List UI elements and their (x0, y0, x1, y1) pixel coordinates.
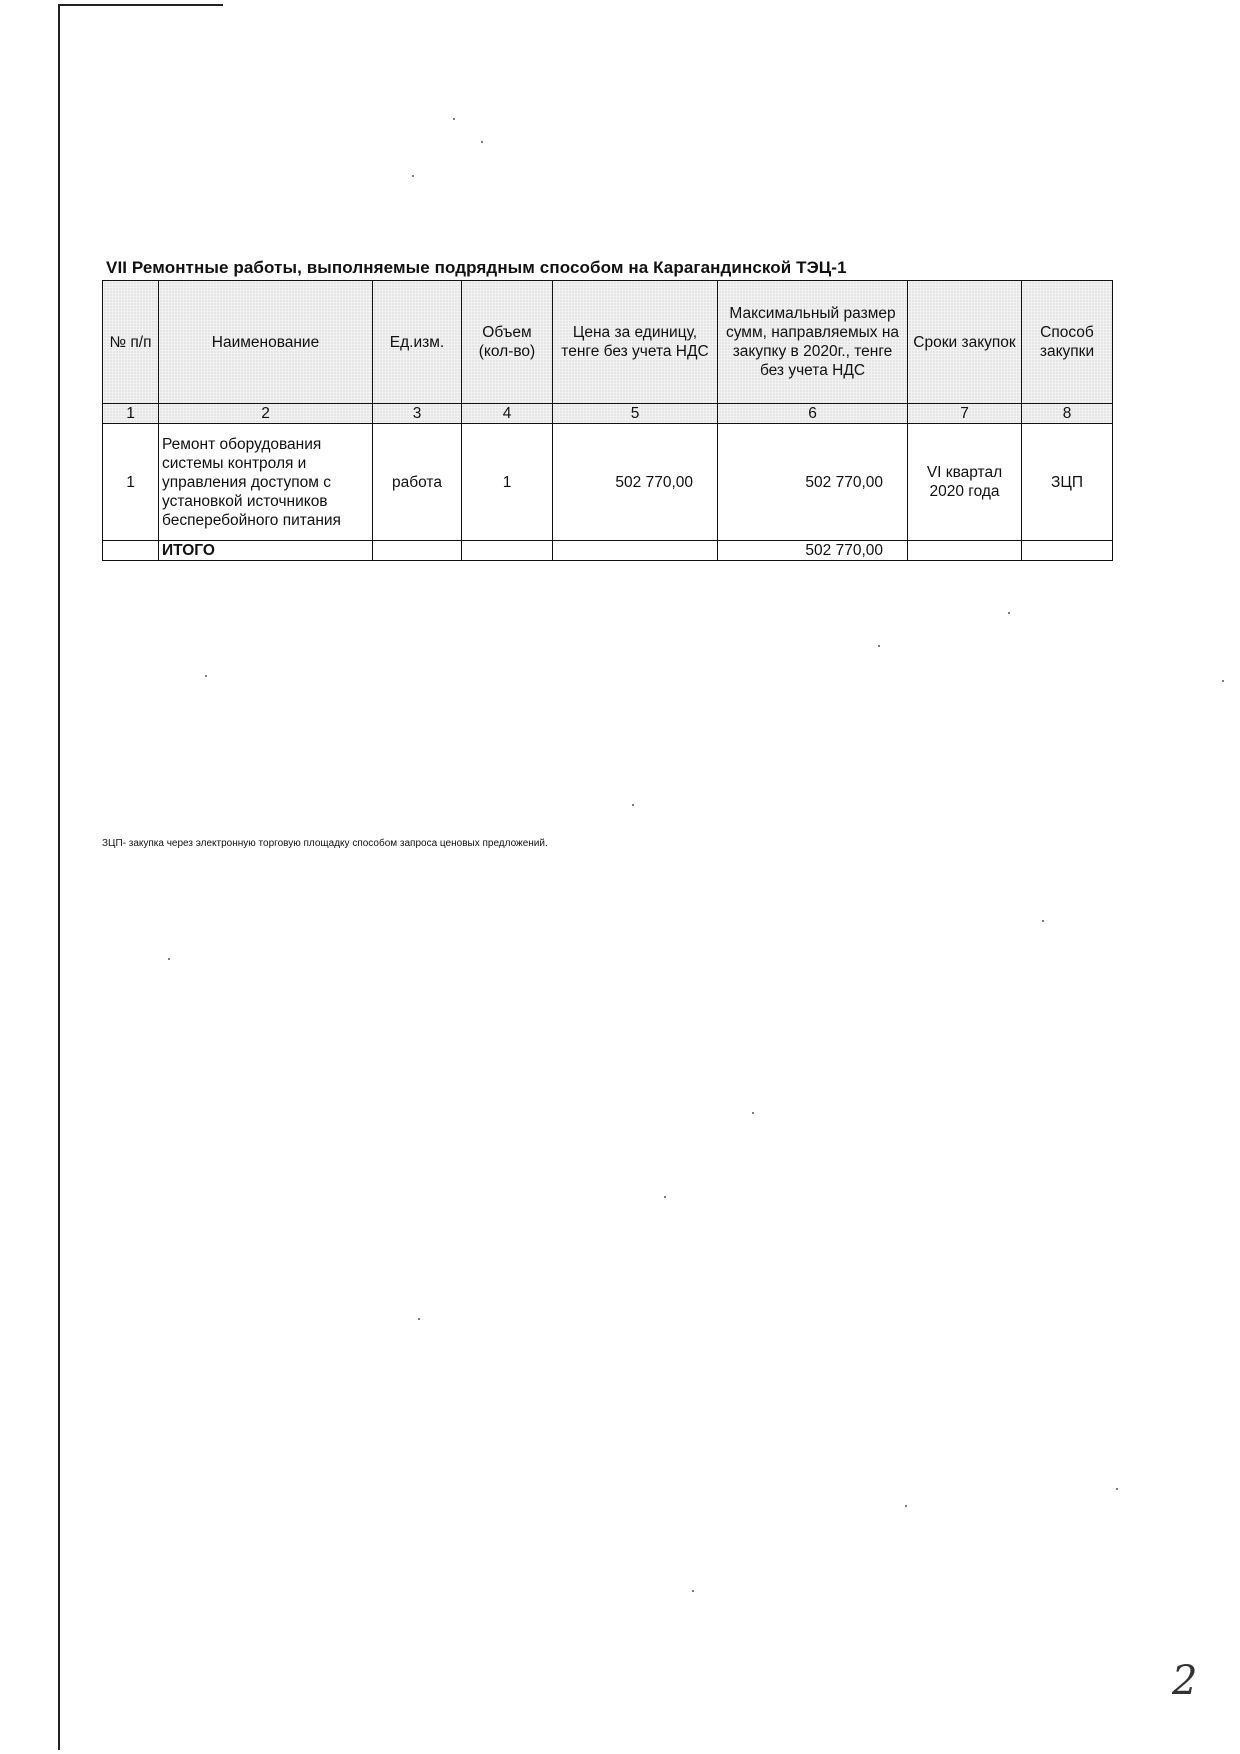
row-quantity: 1 (462, 424, 553, 541)
column-number: 5 (553, 404, 718, 424)
column-number: 3 (373, 404, 462, 424)
total-empty-cell (1022, 541, 1113, 561)
column-number: 7 (908, 404, 1022, 424)
header-term: Сроки закупок (908, 281, 1022, 404)
scan-speck (168, 958, 170, 960)
scan-speck (905, 1505, 907, 1507)
column-number: 4 (462, 404, 553, 424)
header-quantity: Объем (кол-во) (462, 281, 553, 404)
total-max-amount: 502 770,00 (718, 541, 908, 561)
column-number-row (103, 404, 1113, 424)
scan-speck (1008, 612, 1010, 614)
column-number: 2 (159, 404, 373, 424)
row-name: Ремонт оборудования системы контроля и управления доступом с установкой источников бесперебойного питания (159, 424, 373, 541)
scan-speck (1116, 1488, 1118, 1490)
row-method: ЗЦП (1022, 424, 1113, 541)
header-unit-price: Цена за единицу, тенге без учета НДС (553, 281, 718, 404)
column-number: 6 (718, 404, 908, 424)
total-empty-cell (103, 541, 159, 561)
scan-speck (1222, 680, 1224, 682)
row-max-amount: 502 770,00 (718, 424, 908, 541)
row-term: VI квартал 2020 года (908, 424, 1022, 541)
column-number: 8 (1022, 404, 1113, 424)
scan-speck (1042, 920, 1044, 922)
scan-speck (453, 118, 455, 120)
row-unit: работа (373, 424, 462, 541)
total-empty-cell (553, 541, 718, 561)
row-number: 1 (103, 424, 159, 541)
total-row (103, 541, 1113, 561)
scan-speck (752, 1112, 754, 1114)
column-number: 1 (103, 404, 159, 424)
total-empty-cell (373, 541, 462, 561)
header-method: Способ закупки (1022, 281, 1113, 404)
scan-edge-top (58, 4, 223, 6)
table-header-row (103, 281, 1113, 404)
scan-speck (878, 645, 880, 647)
header-max-amount: Максимальный размер сумм, направляемых на закупку в 2020г., тенге без учета НДС (718, 281, 908, 404)
total-empty-cell (462, 541, 553, 561)
header-number: № п/п (103, 281, 159, 404)
document-title: VII Ремонтные работы, выполняемые подрядным способом на Карагандинской ТЭЦ-1 (106, 258, 847, 277)
footnote: ЗЦП- закупка через электронную торговую площадку способом запроса ценовых предложений. (102, 838, 548, 849)
scan-speck (205, 675, 207, 677)
scan-speck (481, 141, 483, 143)
total-empty-cell (908, 541, 1022, 561)
scan-speck (412, 175, 414, 177)
scan-speck (664, 1196, 666, 1198)
header-unit: Ед.изм. (373, 281, 462, 404)
row-unit-price: 502 770,00 (553, 424, 718, 541)
total-label: ИТОГО (159, 541, 373, 561)
procurement-table (102, 280, 1113, 561)
scan-edge-left (58, 4, 60, 1750)
scan-speck (632, 804, 634, 806)
header-name: Наименование (159, 281, 373, 404)
page-number: 2 (1172, 1658, 1198, 1704)
scan-speck (692, 1590, 694, 1592)
table-row (103, 424, 1113, 541)
scan-speck (418, 1318, 420, 1320)
